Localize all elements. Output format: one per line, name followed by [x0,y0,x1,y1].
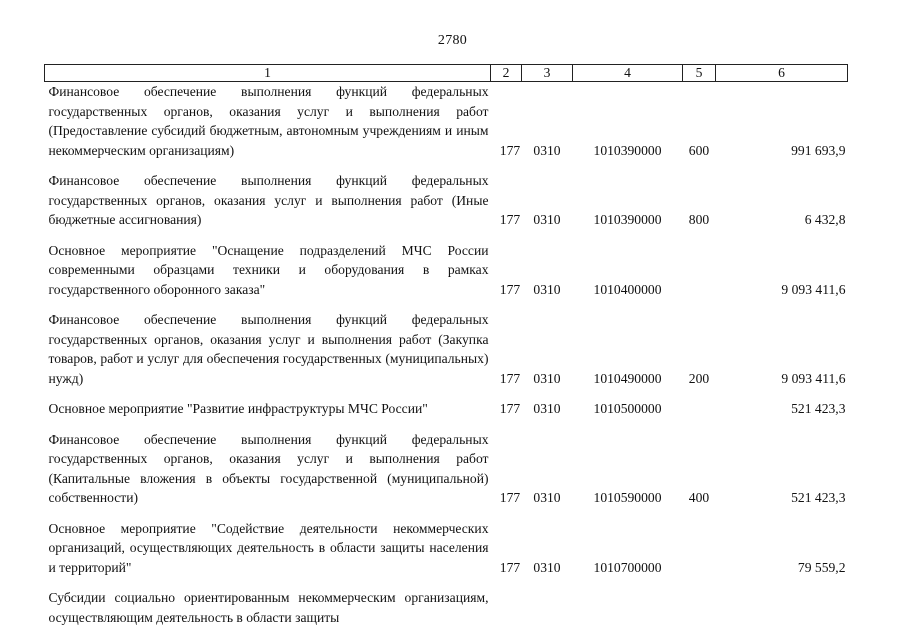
row-sum: 521 423,3 [791,490,846,505]
row-grbs: 177 [499,490,521,505]
row-cs: 1010590000 [593,490,662,505]
row-vr [683,519,716,578]
row-name: Основное мероприятие "Развитие инфраструктуры МЧС России" [48,401,428,416]
table-row [45,399,848,419]
row-name: Основное мероприятие "Содействие деятельности некоммерческих организаций, осуществляющих деятельность в области защиты населения и территорий" [48,520,489,575]
row-cs: 1010700000 [593,559,662,575]
row-spacer [45,577,848,588]
header-col-name: 1 [45,65,491,82]
header-col-grbs: 2 [491,65,522,82]
table-header [45,65,848,82]
table-row [45,310,848,388]
row-spacer [45,160,848,171]
row-cs: 1010390000 [593,212,662,227]
page-number: 2780 [437,33,468,48]
row-name: Финансовое обеспечение выполнения функций федеральных государственных органов, оказания услуг и выполнения работ (Закупка товаров, работ и услуг для обеспечения государственных (муниципальных) нужд) [48,312,489,386]
header-col-cs: 4 [573,65,683,82]
table-row [45,171,848,230]
row-sum: 6 432,8 [804,212,846,227]
row-sum: 9 093 411,6 [781,281,846,297]
budget-table [44,64,848,627]
row-cs [573,588,683,627]
table-row [45,588,848,627]
row-spacer [45,230,848,241]
row-rz: 0310 [533,490,561,505]
row-vr: 800 [688,212,710,227]
row-sum [716,588,848,627]
row-rz: 0310 [533,370,561,386]
row-rz: 0310 [533,212,561,227]
row-spacer [45,388,848,399]
row-cs: 1010390000 [593,142,662,158]
table-row [45,519,848,578]
row-grbs [491,588,522,627]
row-vr [683,399,716,419]
row-cs: 1010500000 [593,401,662,416]
row-rz [522,588,573,627]
table-row [45,241,848,300]
header-col-rz: 3 [522,65,573,82]
row-vr [683,241,716,300]
row-sum: 9 093 411,6 [781,370,846,386]
row-grbs: 177 [499,212,521,227]
table-row [45,430,848,508]
row-sum: 991 693,9 [791,142,846,158]
row-cs: 1010400000 [593,281,662,297]
row-grbs: 177 [499,281,521,297]
row-grbs: 177 [499,559,521,575]
row-spacer [45,299,848,310]
row-vr [683,588,716,627]
row-sum: 79 559,2 [797,559,846,575]
header-col-sum: 6 [716,65,848,82]
row-rz: 0310 [533,559,561,575]
row-spacer [45,508,848,519]
row-spacer [45,419,848,430]
row-vr: 600 [688,142,710,158]
header-col-vr: 5 [683,65,716,82]
row-vr: 200 [688,370,710,386]
row-name: Финансовое обеспечение выполнения функций федеральных государственных органов, оказания услуг и выполнения работ (Предоставление субсидий бюджетным, автономным учреждениям и иным некоммерческим организациям) [48,84,489,158]
table-body [45,82,848,628]
row-grbs: 177 [499,401,521,416]
row-rz: 0310 [533,401,561,416]
row-cs: 1010490000 [593,370,662,386]
row-sum: 521 423,3 [791,401,846,416]
row-name: Субсидии социально ориентированным некоммерческим организациям, осуществляющим деятельность в области защиты [48,590,489,625]
row-rz: 0310 [533,281,561,297]
row-grbs: 177 [499,142,521,158]
row-grbs: 177 [499,370,521,386]
row-vr: 400 [688,490,710,505]
row-name: Финансовое обеспечение выполнения функций федеральных государственных органов, оказания услуг и выполнения работ (Иные бюджетные ассигнования) [48,173,489,227]
row-name: Основное мероприятие "Оснащение подразделений МЧС России современными образцами техники и оборудования в рамках государственного оборонного заказа" [48,242,489,297]
header-row [45,65,848,82]
row-name: Финансовое обеспечение выполнения функций федеральных государственных органов, оказания услуг и выполнения работ (Капитальные вложения в объекты государственной (муниципальной) собственности) [48,431,489,505]
table-row [45,82,848,161]
row-rz: 0310 [533,142,561,158]
